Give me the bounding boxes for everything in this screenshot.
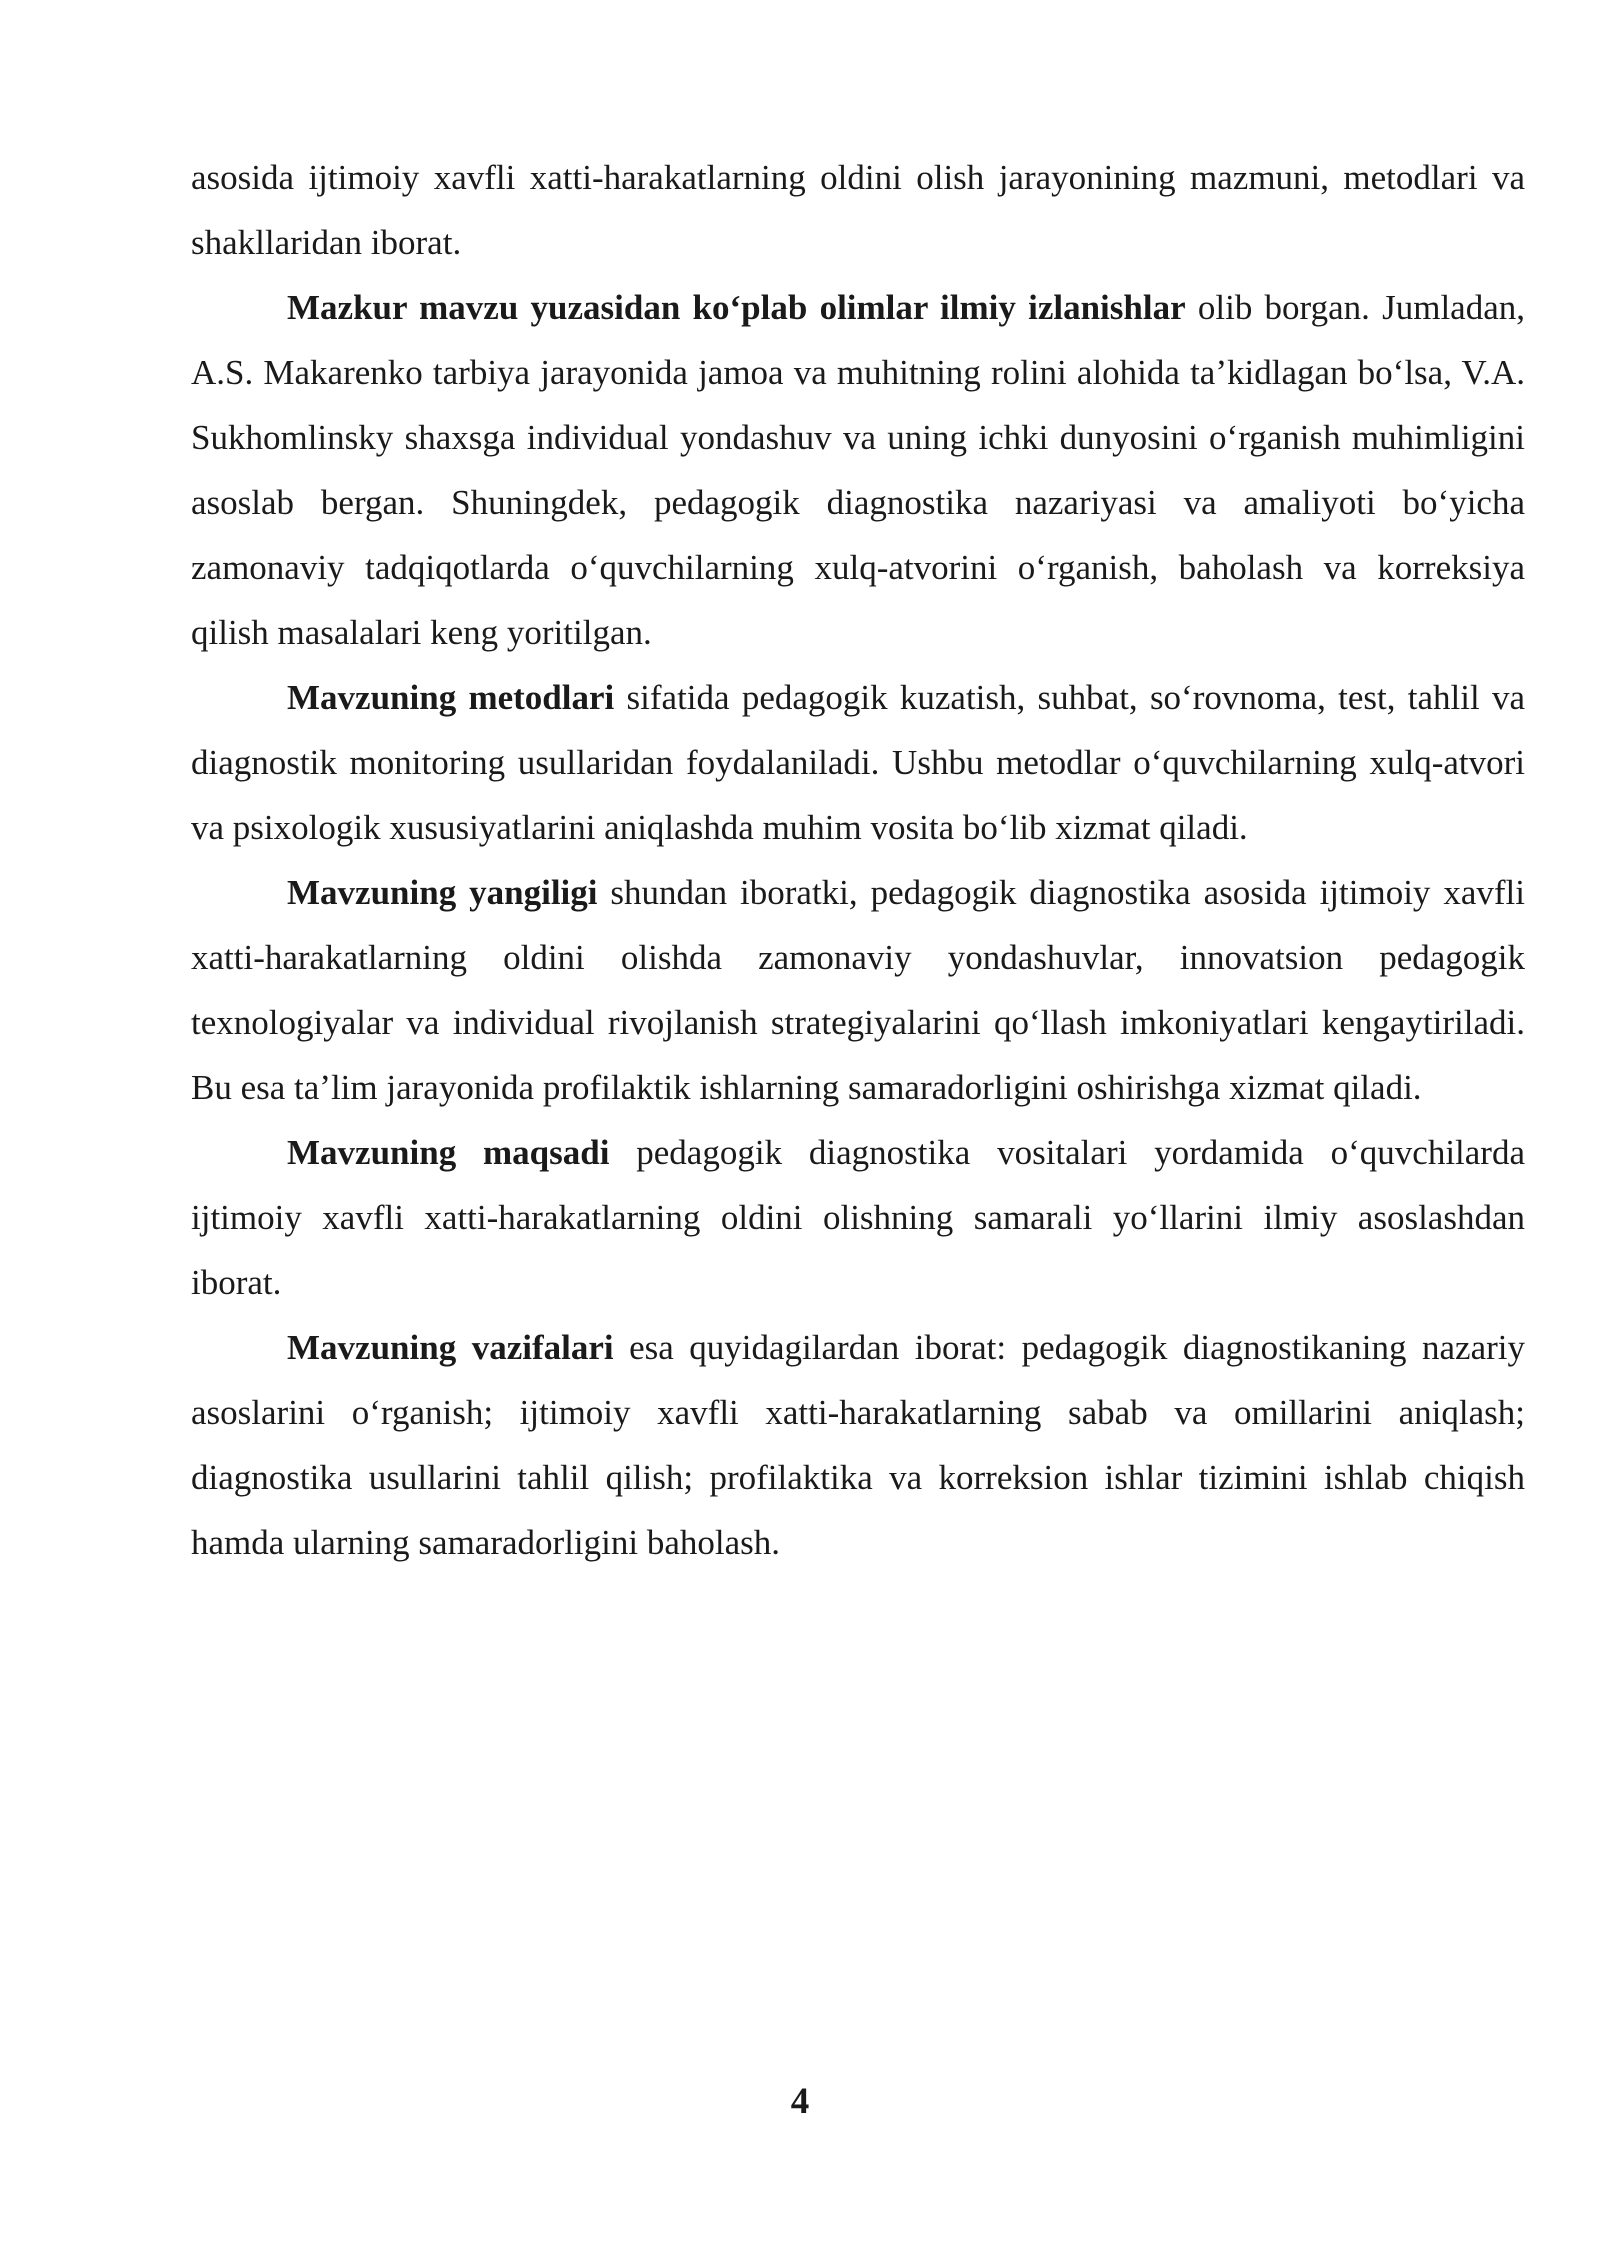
page-number: 4 xyxy=(790,2081,810,2122)
document-body xyxy=(191,145,1525,1575)
paragraph-text: asosida ijtimoiy xavfli xatti-harakatlarning oldini olish jarayonining mazmuni, metodlari va shakllaridan iborat. xyxy=(191,158,1525,262)
paragraph-text: olib borgan. Jumladan, A.S. Makarenko tarbiya jarayonida jamoa va muhitning rolini alohida taʼkidlagan boʻlsa, V.A. Sukhomlinsky shaxsga individual yondashuv va uning ichki dunyosini oʻrganish muhimligini asoslab bergan. Shuningdek, pedagogik diagnostika nazariyasi va amaliyoti boʻyicha zamonaviy tadqiqotlarda oʻquvchilarning xulq-atvorini oʻrganish, baholash va korreksiya qilish masalalari keng yoritilgan. xyxy=(191,288,1525,652)
paragraph-lead: Mavzuning yangiligi xyxy=(287,873,598,912)
paragraph-continuation xyxy=(191,145,1525,275)
paragraph-scholars xyxy=(191,275,1525,665)
paragraph-tasks xyxy=(191,1315,1525,1575)
paragraph-methods xyxy=(191,665,1525,860)
paragraph-text: sifatida pedagogik kuzatish, suhbat, soʻrovnoma, test, tahlil va diagnostik monitoring usullaridan foydalaniladi. Ushbu metodlar oʻquvchilarning xulq-atvori va psixologik xususiyatlarini aniqlashda muhim vosita boʻlib xizmat qiladi. xyxy=(191,678,1526,847)
paragraph-lead: Mazkur mavzu yuzasidan koʻplab olimlar ilmiy izlanishlar xyxy=(287,288,1186,327)
paragraph-text: shundan iboratki, pedagogik diagnostika asosida ijtimoiy xavfli xatti-harakatlarning oldini olishda zamonaviy yondashuvlar, innovatsion pedagogik texnologiyalar va individual rivojlanish strategiyalarini qoʻllash imkoniyatlari kengaytiriladi. Bu esa taʼlim jarayonida profilaktik ishlarning samaradorligini oshirishga xizmat qiladi. xyxy=(191,873,1525,1107)
paragraph-text: pedagogik diagnostika vositalari yordamida oʻquvchilarda ijtimoiy xavfli xatti-harakatlarning oldini olishning samarali yoʻllarini ilmiy asoslashdan iborat. xyxy=(191,1133,1526,1302)
paragraph-lead: Mavzuning vazifalari xyxy=(287,1328,614,1367)
paragraph-goal xyxy=(191,1120,1525,1315)
paragraph-lead: Mavzuning maqsadi xyxy=(287,1133,610,1172)
paragraph-text: esa quyidagilardan iborat: pedagogik diagnostikaning nazariy asoslarini oʻrganish; ijtimoiy xavfli xatti-harakatlarning sabab va omillarini aniqlash; diagnostika usullarini tahlil qilish; profilaktika va korreksion ishlar tizimini ishlab chiqish hamda ularning samaradorligini baholash. xyxy=(191,1328,1525,1562)
paragraph-lead: Mavzuning metodlari xyxy=(287,678,615,717)
paragraph-novelty xyxy=(191,860,1525,1120)
